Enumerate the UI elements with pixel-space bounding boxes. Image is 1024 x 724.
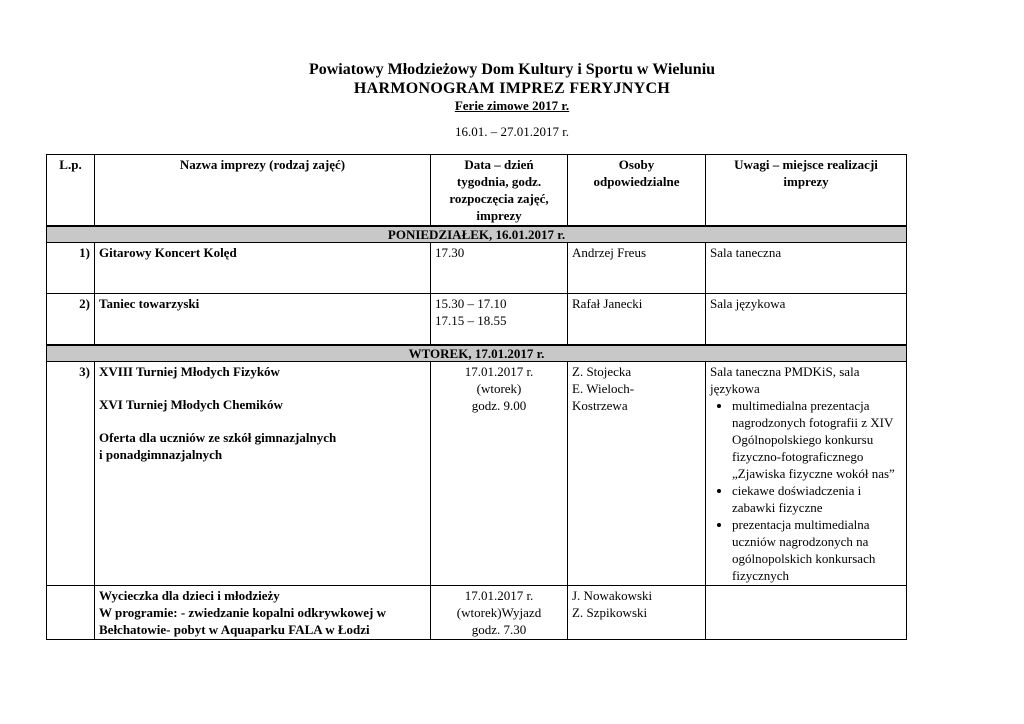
event-place-intro: Sala taneczna PMDKiS, sala językowa bbox=[710, 364, 860, 396]
event-lp: 3) bbox=[47, 362, 95, 586]
table-row bbox=[47, 243, 907, 294]
header-date-line: rozpoczęcia zajęć, bbox=[449, 191, 549, 206]
day-label: WTOREK, 17.01.2017 r. bbox=[47, 345, 907, 362]
document-header bbox=[0, 60, 1024, 140]
day-label: PONIEDZIAŁEK, 16.01.2017 r. bbox=[47, 226, 907, 243]
event-name-line: Oferta dla uczniów ze szkół gimnazjalnych bbox=[99, 430, 337, 445]
event-place-bullets bbox=[710, 397, 902, 584]
event-name-line: XVI Turniej Młodych Chemików bbox=[99, 397, 283, 412]
event-person bbox=[568, 586, 706, 640]
header-notes-line: Uwagi – miejsce realizacji bbox=[734, 157, 878, 172]
list-item: • ciekawe doświadczenia i zabawki fizyczne bbox=[732, 482, 902, 516]
list-item: • multimedialna prezentacja nagrodzonych fotografii z XIV Ogólnopolskiego konkursu fizyczno-fotograficznego „Zjawiska fizyczne wokół nas” bbox=[732, 397, 902, 482]
header-date bbox=[431, 155, 568, 227]
event-person-line: J. Nowakowski bbox=[572, 588, 653, 603]
event-date-line: (wtorek) bbox=[476, 381, 522, 396]
header-date-line: tygodnia, godz. bbox=[456, 174, 542, 189]
list-item: • prezentacja multimedialna uczniów nagrodzonych na ogólnopolskich konkursach fizycznych bbox=[732, 516, 902, 584]
day-row-tuesday bbox=[47, 345, 907, 362]
event-person: Andrzej Freus bbox=[568, 243, 706, 294]
event-date-line: godz. 9.00 bbox=[471, 398, 527, 413]
event-place: Sala taneczna bbox=[706, 243, 907, 294]
event-time: 17.30 bbox=[431, 243, 568, 294]
event-person: Rafał Janecki bbox=[568, 294, 706, 346]
table-header-row bbox=[47, 155, 907, 227]
event-date-line: godz. 7.30 bbox=[471, 622, 527, 637]
event-person-line: Z. Stojecka bbox=[572, 364, 632, 379]
event-name-line: XVIII Turniej Młodych Fizyków bbox=[99, 364, 280, 379]
event-date bbox=[431, 362, 568, 586]
event-name-line: W programie: - zwiedzanie kopalni odkrywkowej w bbox=[99, 605, 386, 620]
event-date-line: 17.01.2017 r. bbox=[464, 588, 534, 603]
event-place bbox=[706, 586, 907, 640]
event-date-line: 17.01.2017 r. bbox=[464, 364, 534, 379]
event-date bbox=[431, 586, 568, 640]
header-lp: L.p. bbox=[47, 155, 95, 227]
header-persons-line: odpowiedzialne bbox=[593, 174, 680, 189]
header-persons bbox=[568, 155, 706, 227]
document-title: HARMONOGRAM IMPREZ FERYJNYCH bbox=[353, 80, 671, 97]
event-name bbox=[95, 586, 431, 640]
header-persons-line: Osoby bbox=[618, 157, 655, 172]
event-name-line: Bełchatowie- pobyt w Aquaparku FALA w Łodzi bbox=[99, 622, 370, 637]
event-person-line: Kostrzewa bbox=[572, 398, 628, 413]
event-name-line: i ponadgimnazjalnych bbox=[99, 447, 223, 462]
header-date-line: Data – dzień bbox=[464, 157, 534, 172]
event-place bbox=[706, 362, 907, 586]
header-notes bbox=[706, 155, 907, 227]
event-time-line: 15.30 – 17.10 bbox=[435, 296, 507, 311]
event-name: Taniec towarzyski bbox=[95, 294, 431, 346]
event-place: Sala językowa bbox=[706, 294, 907, 346]
event-time-line: 17.15 – 18.55 bbox=[435, 313, 507, 328]
table-row bbox=[47, 586, 907, 640]
schedule-table bbox=[46, 154, 907, 640]
institution-name: Powiatowy Młodzieżowy Dom Kultury i Sportu w Wieluniu bbox=[308, 61, 716, 78]
event-person bbox=[568, 362, 706, 586]
event-date-line: (wtorek)Wyjazd bbox=[456, 605, 542, 620]
event-name bbox=[95, 362, 431, 586]
event-lp bbox=[47, 586, 95, 640]
date-range: 16.01. – 27.01.2017 r. bbox=[454, 124, 570, 139]
event-lp: 1) bbox=[47, 243, 95, 294]
table-row bbox=[47, 294, 907, 346]
event-time bbox=[431, 294, 568, 346]
table-row bbox=[47, 362, 907, 586]
header-date-line: imprezy bbox=[476, 208, 522, 223]
header-name: Nazwa imprezy (rodzaj zajęć) bbox=[95, 155, 431, 227]
event-person-line: E. Wieloch- bbox=[572, 381, 635, 396]
event-name: Gitarowy Koncert Kolęd bbox=[95, 243, 431, 294]
day-row-monday bbox=[47, 226, 907, 243]
event-person-line: Z. Szpikowski bbox=[572, 605, 648, 620]
event-name-line: Wycieczka dla dzieci i młodzieży bbox=[99, 588, 280, 603]
header-notes-line: imprezy bbox=[783, 174, 829, 189]
document-subtitle: Ferie zimowe 2017 r. bbox=[454, 98, 570, 113]
event-lp: 2) bbox=[47, 294, 95, 346]
